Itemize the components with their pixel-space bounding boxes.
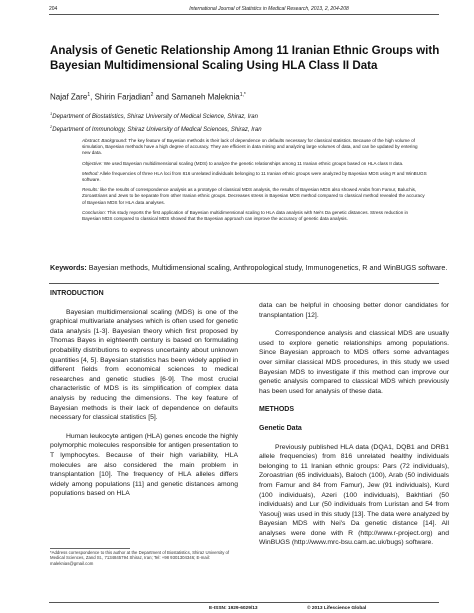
author-name: , Shirin Farjadian	[90, 92, 151, 102]
affil-text: Department of Biostatistics, Shiraz University of Medical Science, Shiraz, Iran	[52, 114, 258, 120]
abstract-text: like the results of correspondence analysis as a prototype of classical MDS analysis, the results of Bayesian MDS also showed Arabs from Famur, Baluchis, Zoroastrians and Jews to be separate from other Iranian ethnic groups. Decreases stress in Bayesian MDS method compared to classical method revealed the accuracy of Bayesian MDS for HLA data analyses.	[82, 187, 425, 205]
header-rule	[49, 14, 439, 15]
subsection-heading-genetic-data: Genetic Data	[259, 424, 302, 432]
abstract-text: Allele frequencies of three HLA loci from 816 unrelated individuals belonging to 11 Iranian ethnic groups were analyzed by Bayesian MDS using R and WinBUGS software.	[82, 170, 427, 183]
affil-text: Department of Immunology, Shiraz University of Medical Sciences, Shiraz, Iran	[52, 127, 262, 133]
paragraph: Correspondence analysis and classical MDS are usually used to explore genetic relationships among populations. Since Bayesian approach to MDS offers some advantages over similar classical MDS procedures, in this study we used Bayesian MDS to investigate if this method can improve our genetic analysis compared to classical MDS which previously has been used for analysis of these data.	[259, 330, 449, 395]
copyright: © 2013 Lifescience Global	[307, 606, 367, 611]
footer-rule	[49, 602, 439, 603]
keywords-text: Bayesian methods, Multidimensional scaling, Anthropological study, Immunogenetics, R and WinBUGS software.	[86, 263, 448, 272]
paragraph: data can be helpful in choosing better donor candidates for transplantation [12].	[259, 302, 449, 319]
abstract-label: Objective:	[82, 160, 103, 166]
issn: E-ISSN: 1929-6029/13	[209, 606, 258, 611]
author-name: and Samaneh Maleknia	[153, 92, 240, 102]
abstract-label: Conclusion:	[82, 209, 107, 215]
author-name: Najaf Zare	[50, 92, 88, 102]
footnote-rule	[50, 548, 130, 549]
author-affil-mark: 2	[150, 92, 154, 98]
keywords-label: Keywords:	[50, 263, 87, 272]
paper-title: Analysis of Genetic Relationship Among 11 Iranian Ethnic Groups with Bayesian Multidimensional Scaling Using HLA Class II Data	[50, 44, 440, 72]
section-heading-introduction: INTRODUCTION	[50, 290, 104, 297]
author-affil-mark: 1,*	[239, 92, 246, 98]
right-column	[259, 301, 449, 557]
author-affil-mark: 1	[87, 92, 91, 98]
affiliation-1	[50, 111, 440, 120]
abstract-conclusion	[82, 210, 427, 222]
abstract	[82, 138, 427, 226]
paragraph: Previously published HLA data (DQA1, DQB1 and DRB1 allele frequencies) from 816 unrelated healthy individuals belonging to 11 Iranian ethnic groups: Pars (72 individuals), Zoroastrian (65 individuals), Baloch (100), Arab (50 individuals from Famur and 84 from Famur), Jew (91 individuals), Kurd (100 individuals), Azeri (100 individuals), Bakhtiari (50 individuals) and Lur (50 individuals from Luristan and 54 from Yasouj) was used in this study [13]. The data were analyzed by Bayesian MDS with Nei's Da genetic distance [14]. All analyses were done with R (http://www.r-project.org) and WinBUGS (http://www.mrc-bsu.cam.ac.uk/bugs) software.	[259, 443, 449, 547]
page-number: 204	[49, 6, 58, 12]
paragraph: Bayesian multidimensional scaling (MDS) is one of the graphical multivariate analyses which is often used for genetic data analysis [1-3]. Bayesian theory which first proposed by Thomas Bayes in eighteenth century is based on formulating probability distributions to express uncertainty about unknown quantities [4, 5]. Bayesian statistics has been widely applied in different fields from economical sciences to medical researches and genetic studies [6-9]. The most crucial characteristic of MDS is its simplification of complex data analysis by reducing the dimensions. The key feature of Bayesian methods is their lack of dependence on defaults necessary for classical statistics [5].	[50, 308, 238, 422]
abstract-label: Method:	[82, 170, 99, 176]
abstract-objective	[82, 161, 427, 167]
abstract-label: Results:	[82, 187, 99, 193]
abstract-method	[82, 171, 427, 183]
abstract-results	[82, 187, 427, 206]
abstract-text: This study reports the first application of Bayesian multidimensional scaling to HLA data analysis with Nei's Da genetic distances. Stress reduction in Bayesian MDS compared to classical MDS showed that the Bayesian approach can improve the accuracy of genetic data analysis.	[82, 209, 409, 222]
affil-mark: 1	[50, 111, 53, 116]
abstract-text: The key feature of Bayesian methods is their lack of dependence on defaults necessary for classical statistics. Because of the high volume of simulation, Bayesian methods have a high degree of accuracy. They are efficient in data mining and analyzing large volumes of data, and can be updated by entering new data.	[82, 138, 418, 156]
affil-mark: 2	[50, 124, 53, 129]
footnote: *Address correspondence to this author at the Department of Biostatistics, Shiraz University of Medical Sciences, Zand St., 7134845794 Shiraz, Iran; Tel: +98 9301304346; E-mail: maleknias@gmail.com	[50, 550, 230, 566]
abstract-label: Abstract: Background:	[82, 138, 128, 143]
journal-citation: International Journal of Statistics in Medical Research, 2013, 2, 204-208	[189, 6, 349, 12]
affiliation-2	[50, 124, 440, 133]
abstract-background	[82, 138, 427, 157]
author-list	[50, 92, 246, 102]
keywords	[50, 263, 450, 272]
left-column	[50, 289, 238, 508]
paragraph: Human leukocyte antigen (HLA) genes encode the highly polymorphic molecules responsible for antigen presentation to T lymphocytes. Because of their high variability, HLA molecules are also considered the main problem in transplantation [10]. The frequency of HLA alleles differs widely among populations [11] and genetic distances among populations based on HLA	[50, 432, 238, 498]
abstract-text: We used Bayesian multidimensional scaling (MDS) to analyze the genetic relationships among 11 Iranian ethnic groups based on HLA class II data.	[102, 160, 404, 166]
section-heading-methods: METHODS	[259, 406, 294, 414]
keywords-rule	[49, 283, 439, 284]
